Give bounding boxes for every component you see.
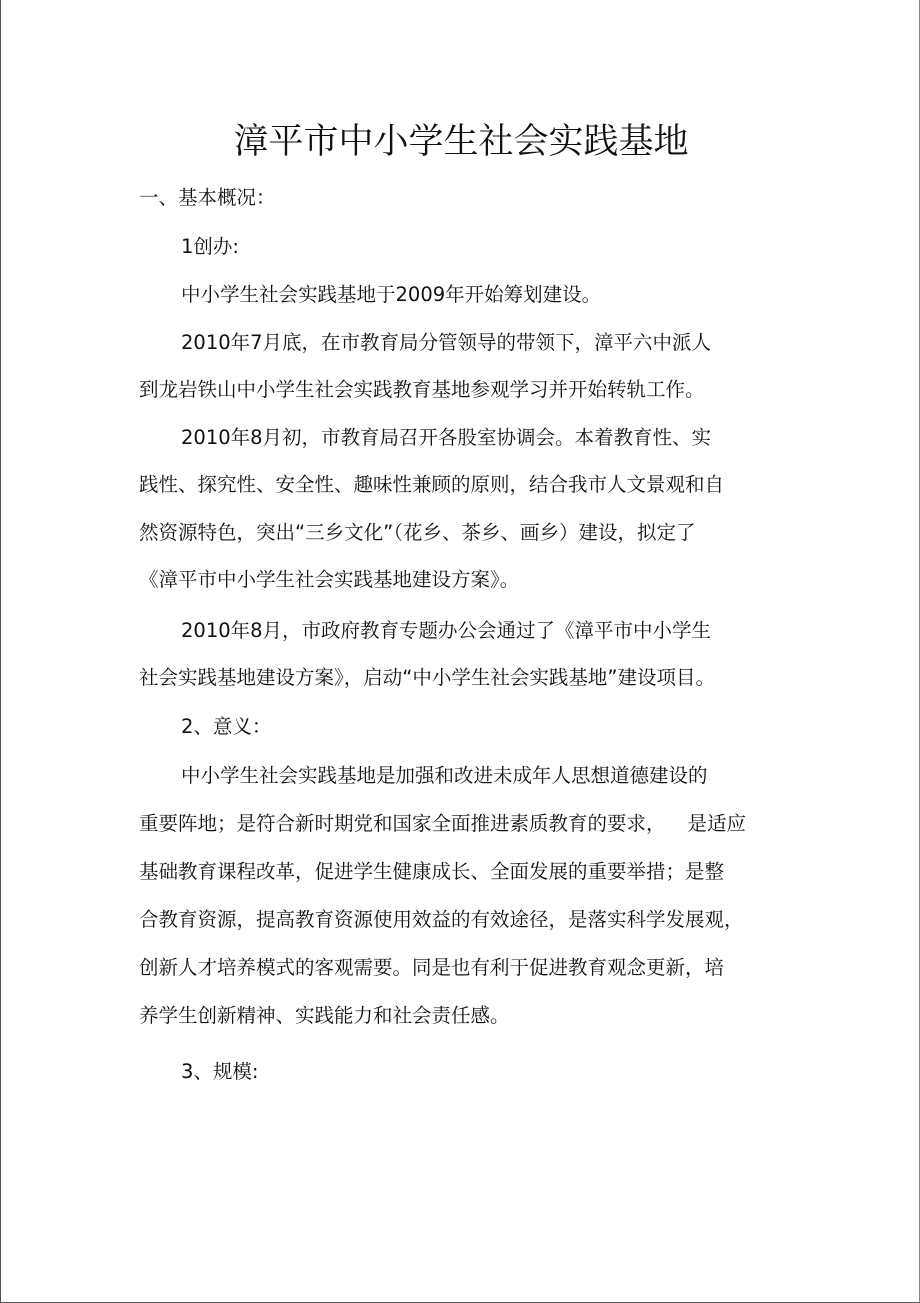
paragraph-line: 践性、探究性、安全性、趣味性兼顾的原则，结合我市人文景观和自 — [139, 473, 725, 496]
paragraph-text: 重要阵地；是符合新时期党和国家全面推进素质教育的要求， — [139, 812, 666, 835]
item-heading-significance: 2、意义： — [181, 715, 272, 738]
paragraph-line: 创新人才培养模式的客观需要。同是也有利于促进教育观念更新，培 — [139, 956, 725, 979]
paragraph-line: 2010年8月，市政府教育专题办公会通过了《漳平市中小学生 — [181, 619, 712, 642]
paragraph-line: 合教育资源，提高教育资源使用效益的有效途径，是落实科学发展观， — [139, 908, 744, 931]
paragraph-text: 是适应 — [687, 812, 747, 835]
paragraph-line: 《漳平市中小学生社会实践基地建设方案》。 — [139, 568, 520, 591]
paragraph-line: 中小学生社会实践基地于2009年开始筹划建设。 — [181, 283, 602, 306]
paragraph-line: 中小学生社会实践基地是加强和改进未成年人思想道德建设的 — [181, 764, 708, 787]
paragraph-line: 然资源特色，突出“三乡文化”（花乡、茶乡、画乡）建设，拟定了 — [139, 521, 696, 544]
paragraph-line: 养学生创新精神、实践能力和社会责任感。 — [139, 1004, 510, 1027]
section-heading-basic-overview: 一、基本概况： — [139, 186, 276, 209]
item-heading-scale: 3、规模: — [181, 1060, 259, 1083]
paragraph-line: 2010年7月底，在市教育局分管领导的带领下，漳平六中派人 — [181, 331, 712, 354]
page-title: 漳平市中小学生社会实践基地 — [233, 122, 689, 162]
item-heading-founding: 1创办: — [181, 235, 239, 258]
paragraph-line: 2010年8月初，市教育局召开各股室协调会。本着教育性、实 — [181, 426, 712, 449]
paragraph-line: 到龙岩铁山中小学生社会实践教育基地参观学习并开始转轨工作。 — [139, 378, 705, 401]
paragraph-line: 社会实践基地建设方案》，启动“中小学生社会实践基地”建设项目。 — [139, 666, 715, 689]
paragraph-line: 基础教育课程改革，促进学生健康成长、全面发展的重要举措；是整 — [139, 860, 725, 883]
paragraph-line — [139, 810, 746, 838]
